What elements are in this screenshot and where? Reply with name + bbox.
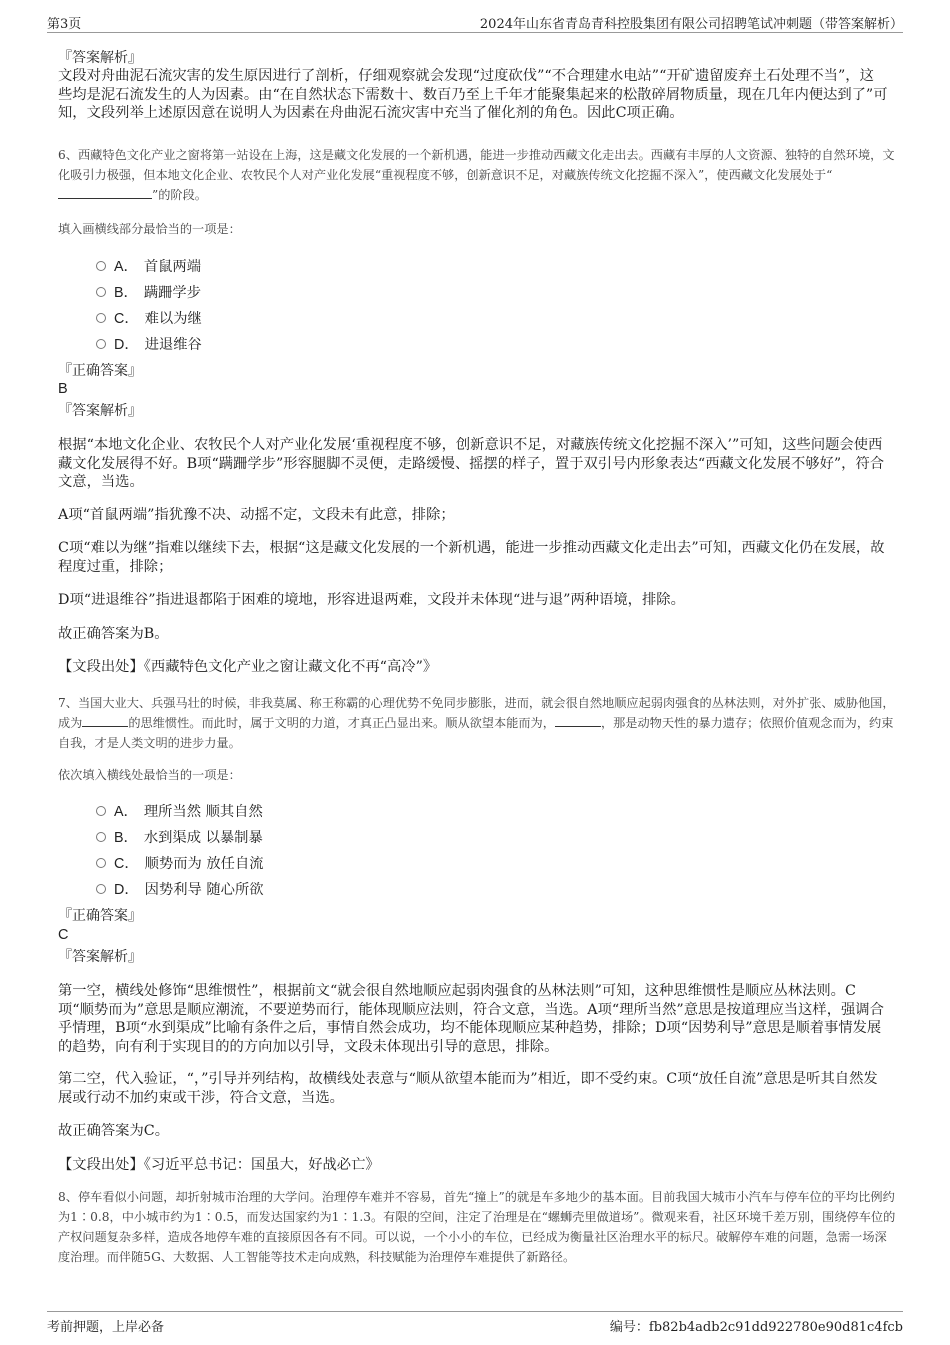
footer-slogan: 考前押题，上岸必备 [47,1320,165,1335]
q6-analysis-p4: D项“进退维谷”指进退都陷于困难的境地，形容进退两难，文段并未体现“进与退”两种语境，排除。 [58,592,685,608]
q6-option-b[interactable]: B． 蹒跚学步 [96,284,201,302]
q7-blank-1 [82,714,128,727]
q7-option-a[interactable]: A． 理所当然 顺其自然 [96,803,263,821]
radio-icon[interactable] [96,339,106,349]
radio-icon[interactable] [96,884,106,894]
q6-correct-answer: B [58,381,68,397]
q7-option-b[interactable]: B． 水到渠成 以暴制暴 [96,829,263,847]
q7-prompt: 依次填入横线处最恰当的一项是： [58,768,241,782]
q7-correct-label: 『正确答案』 [58,908,142,924]
q7-analysis-p2: 第二空，代入验证，“，”引导并列结构，故横线处表意与“顺从欲望本能而为”相近，即不受约束。C项“放任自流”意思是听其自然发展或行动不加约束或干涉，符合文意，当选。 [58,1071,878,1106]
q8-stem: 8、停车看似小问题，却折射城市治理的大学问。治理停车难并不容易，首先“撞上”的就是车多地少的基本面。目前我国大城市小汽车与停车位的平均比例约为1∶0.8，中小城市约为1∶0.5，而发达国家约为1∶1.3。有限的空间，注定了治理是在“螺蛳壳里做道场”。微观来看，社区环境千差万别，围绕停车位的产权问题复杂多样，造成各地停车难的直接原因各有不同。可以说，一个小小的车位，已经成为衡量社区治理水平的标尺。破解停车难的问题，急需一场深度治理。而伴随5G、大数据、人工智能等技术走向成熟，科技赋能为治理停车难提供了新路径。 [58,1190,896,1264]
q6-correct-label: 『正确答案』 [58,363,142,379]
q6-option-d[interactable]: D． 进退维谷 [96,336,202,354]
q6-option-a[interactable]: A． 首鼠两端 [96,258,201,276]
q6-option-c[interactable]: C． 难以为继 [96,310,202,328]
q6-blank [58,186,152,199]
q7-analysis-label: 『答案解析』 [58,949,142,965]
q6-analysis-p2: A项“首鼠两端”指犹豫不决、动摇不定，文段未有此意，排除； [58,507,455,523]
document-id: 编号：fb82b4adb2c91dd922780e90d81c4fcb [609,1320,903,1335]
q7-option-d[interactable]: D． 因势利导 随心所欲 [96,881,264,899]
q6-analysis-label: 『答案解析』 [58,403,142,419]
q6-analysis-p3: C项“难以为继”指难以继续下去，根据“这是藏文化发展的一个新机遇，能进一步推动西藏文化走出去”可知，西藏文化仍在发展，故程度过重，排除； [58,540,885,575]
q6-source: 【文段出处】《西藏特色文化产业之窗让藏文化不再“高冷”》 [58,659,438,675]
q6-analysis-p5: 故正确答案为B。 [58,626,169,642]
q5-analysis-label: 『答案解析』 [58,50,142,66]
q6-analysis-p1: 根据“本地文化企业、农牧民个人对产业化发展‘重视程度不够，创新意识不足，对藏族传统文化挖掘不深入’”可知，这些问题会使西藏文化发展得不好。B项“蹒跚学步”形容腿脚不灵便，走路缓慢、摇摆的样子，置于双引号内形象表达“西藏文化发展不够好”，符合文意，当选。 [58,437,885,490]
q7-analysis-p3: 故正确答案为C。 [58,1123,170,1139]
q7-analysis-p1: 第一空，横线处修饰“思维惯性”，根据前文“就会很自然地顺应起弱肉强食的丛林法则”可知，这种思维惯性是顺应丛林法则。C项“顺势而为”意思是顺应潮流，不要逆势而行，能体现顺应法则，符合文意，当选。A项“理所当然”意思是按道理应当这样，强调合乎情理，B项“水到渠成”比喻有条件之后，事情自然会成功，均不能体现顺应某种趋势，排除；D项“因势利导”意思是顺着事情发展的趋势，向有利于实现目的的方向加以引导，文段未体现出引导的意思，排除。 [58,983,884,1055]
document-title: 2024年山东省青岛青科控股集团有限公司招聘笔试冲刺题（带答案解析） [479,17,903,32]
q7-blank-2 [555,714,601,727]
page-footer [47,1311,903,1342]
q7-source: 【文段出处】《习近平总书记：国虽大，好战必亡》 [58,1157,380,1173]
radio-icon[interactable] [96,832,106,842]
radio-icon[interactable] [96,313,106,323]
page-header [47,10,903,33]
radio-icon[interactable] [96,261,106,271]
q7-option-c[interactable]: C． 顺势而为 放任自流 [96,855,264,873]
q7-stem: 7、当国大业大、兵强马壮的时候，非我莫属、称王称霸的心理优势不免同步膨胀，进而，就会很自然地顺应起弱肉强食的丛林法则，对外扩张、威胁他国，成为 的思维惯性。而此时，属于文明的力道，才真正凸显出来。顺从欲望本能而为， ，那是动物天性的暴力遗存；依照价值观念而为，约束自我，才是人类文明的进步力量。 [58,696,895,750]
radio-icon[interactable] [96,806,106,816]
q6-stem: 6、西藏特色文化产业之窗将第一站设在上海，这是藏文化发展的一个新机遇，能进一步推动西藏文化走出去。西藏有丰厚的人文资源、独特的自然环境，文化吸引力极强，但本地文化企业、农牧民个人对产业化发展“重视程度不够，创新意识不足，对藏族传统文化挖掘不深入”，使西藏文化发展处于“”的阶段。 [58,148,895,202]
page-number: 第3页 [47,17,82,32]
radio-icon[interactable] [96,287,106,297]
q6-prompt: 填入画横线部分最恰当的一项是： [58,222,241,236]
q5-analysis: 文段对舟曲泥石流灾害的发生原因进行了剖析，仔细观察就会发现“过度砍伐”“不合理建水电站”“开矿遗留废弃土石处理不当”，这些均是泥石流发生的人为因素。由“在自然状态下需数十、数百乃至上千年才能聚集起来的松散碎屑物质量，现在几年内便达到了”可知，文段列举上述原因意在说明人为因素在舟曲泥石流灾害中充当了催化剂的角色。因此C项正确。 [58,68,888,121]
q7-correct-answer: C [58,927,69,943]
radio-icon[interactable] [96,858,106,868]
